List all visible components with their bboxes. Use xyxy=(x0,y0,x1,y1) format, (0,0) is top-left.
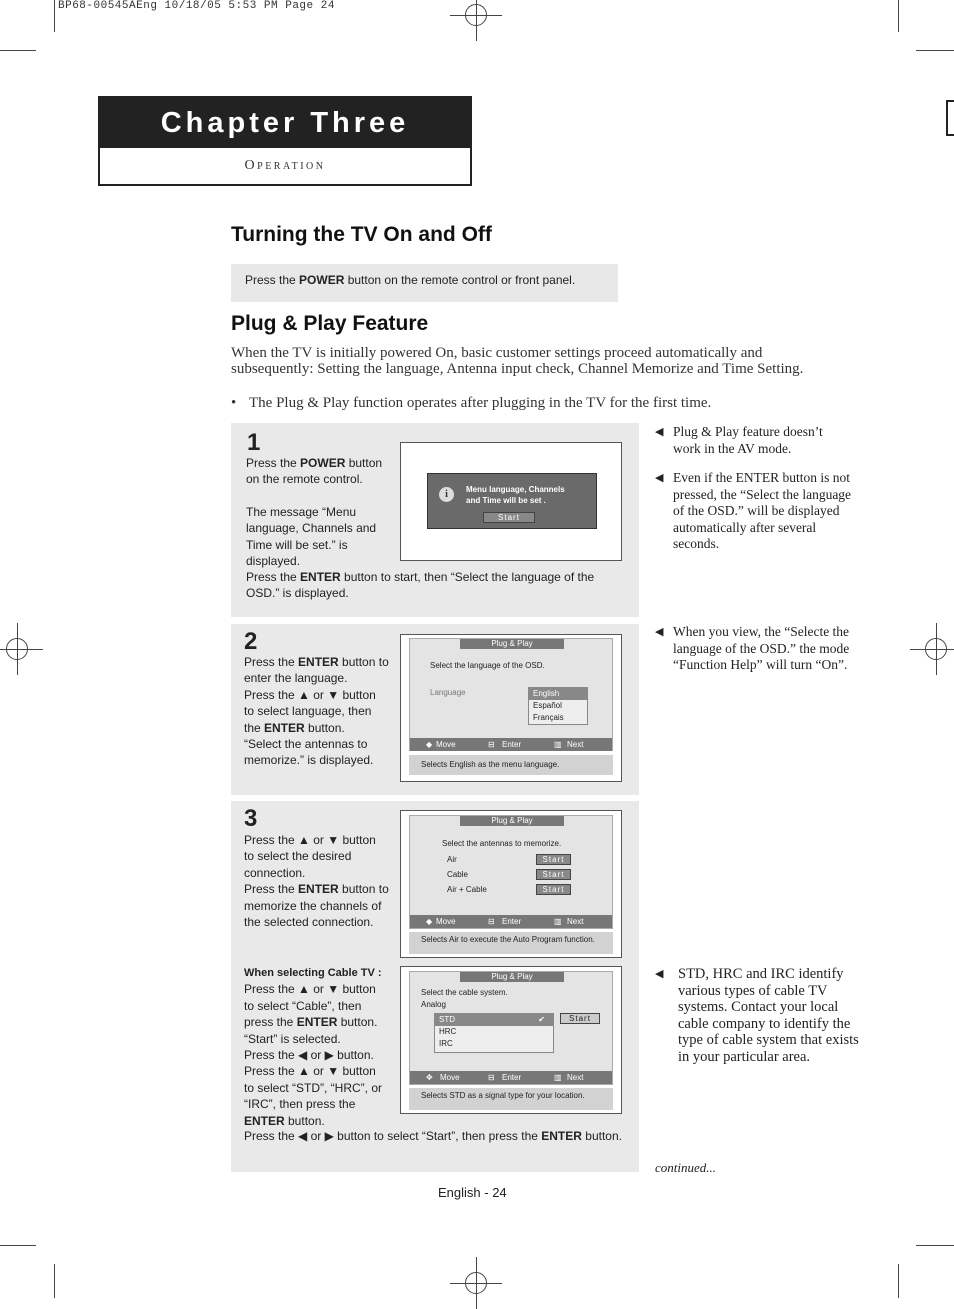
crop-mark xyxy=(0,50,36,51)
crop-mark xyxy=(54,1264,55,1298)
crop-mark xyxy=(898,1264,899,1298)
option-std-label: STD xyxy=(439,1015,455,1024)
chapter-header xyxy=(98,96,472,186)
move-label: Move xyxy=(436,917,456,926)
move-icon: ◆ xyxy=(426,917,433,926)
enter-icon: ⊟ xyxy=(488,1073,495,1082)
chapter-title: Chapter Three xyxy=(100,98,470,148)
start-cable-button[interactable]: Start xyxy=(536,869,571,880)
osd-help-text: Selects Air to execute the Auto Program function. xyxy=(409,932,613,954)
chapter-subtitle: Operation xyxy=(244,158,326,173)
text: Press the ▲ or ▼ button to select “STD”, “HRC”, or “IRC”, then press the xyxy=(244,1064,383,1112)
step-3-text xyxy=(244,832,389,930)
tv-screen xyxy=(400,966,622,1114)
side-note-text: When you view, the “Selecte the language of the OSD.” the mode “Function Help” will turn “On”. xyxy=(673,624,850,672)
cable-final-step xyxy=(244,1128,636,1144)
text-bold: ENTER xyxy=(296,1015,338,1030)
note-text: Press the xyxy=(245,273,300,287)
side-note-4 xyxy=(655,966,860,1065)
crop-mark xyxy=(898,0,899,32)
registration-mark xyxy=(6,638,28,660)
side-note-2 xyxy=(655,470,853,553)
osd-help-text: Selects STD as a signal type for your location. xyxy=(409,1088,613,1110)
enter-label: Enter xyxy=(502,1073,522,1082)
osd-sub: Analog xyxy=(421,1000,446,1009)
section-heading-plug-play: Plug & Play Feature xyxy=(231,312,429,335)
step-2-text xyxy=(244,654,389,769)
text: button on the remote control. xyxy=(246,456,383,487)
text-bold: ENTER xyxy=(298,655,339,669)
osd-message-box xyxy=(427,473,597,529)
triangle-left-icon: ◀ xyxy=(655,426,664,438)
tv-screen xyxy=(400,442,622,561)
text-bold: ENTER xyxy=(298,882,339,897)
option-francais[interactable]: Français xyxy=(533,713,564,722)
text: Press the xyxy=(246,456,301,470)
enter-icon: ⊟ xyxy=(488,917,495,926)
start-button[interactable]: Start xyxy=(483,512,535,523)
cable-system-list[interactable] xyxy=(434,1013,554,1053)
option-espanol[interactable]: Español xyxy=(533,701,562,710)
tv-screen xyxy=(400,634,622,782)
osd-nav-bar xyxy=(410,915,612,928)
crop-mark xyxy=(916,1245,954,1246)
section-heading-power: Turning the TV On and Off xyxy=(231,223,492,246)
step-1-text-c xyxy=(246,569,626,602)
option-irc[interactable]: IRC xyxy=(439,1039,453,1048)
osd-prompt: Select the language of the OSD. xyxy=(430,661,545,670)
move-label: Move xyxy=(440,1073,460,1082)
osd-message xyxy=(466,484,565,506)
text: Press the xyxy=(244,882,299,897)
row-air-label: Air xyxy=(447,855,457,864)
text: Press the xyxy=(246,570,301,584)
side-note-text: STD, HRC and IRC identify various types of cable TV systems. Contact your local cable company to identify the type of cable system that exists in your particular area. xyxy=(678,966,859,1065)
registration-mark xyxy=(925,638,947,660)
side-note-3 xyxy=(655,624,858,674)
crop-mark xyxy=(916,50,954,51)
text: button to enter the language. xyxy=(244,655,389,686)
move-label: Move xyxy=(436,740,456,749)
text-bold: ENTER xyxy=(264,720,305,735)
text: button to start, then “Select the language of the OSD.” is displayed. xyxy=(246,570,595,601)
text: Press the ▲ or ▼ button to select the desired connection. xyxy=(244,833,376,880)
bullet-dot: • xyxy=(231,395,237,411)
text: Press the ◀ or ▶ button. xyxy=(244,1048,374,1063)
step-2-panel xyxy=(231,624,639,795)
osd-prompt: Select the antennas to memorize. xyxy=(442,839,562,848)
text: button. xyxy=(581,1129,622,1143)
text: Press the ▲ or ▼ button to select “Cable”, then press the xyxy=(244,982,376,1030)
option-hrc[interactable]: HRC xyxy=(439,1027,457,1036)
step-3-panel xyxy=(231,801,639,1172)
step-1-text-b: The message “Menu language, Channels and Time will be set.” is displayed. xyxy=(246,505,377,569)
osd-message-line: Menu language, Channels xyxy=(466,485,565,494)
step-number: 2 xyxy=(244,628,258,655)
triangle-left-icon: ◀ xyxy=(655,626,664,638)
cable-heading: When selecting Cable TV : xyxy=(244,967,382,979)
next-label: Next xyxy=(567,1073,584,1082)
osd-title: Plug & Play xyxy=(460,816,564,826)
continued-label: continued... xyxy=(655,1160,717,1175)
menu-icon: ▥ xyxy=(554,1073,562,1082)
cable-instructions xyxy=(244,964,389,1129)
bullet-text: The Plug & Play function operates after plugging in the TV for the first time. xyxy=(249,395,712,411)
check-icon: ✔ xyxy=(538,1015,545,1024)
side-note-text: Even if the ENTER button is not pressed, the “Select the language of the OSD.” will be displayed automatically after several seconds. xyxy=(673,470,852,551)
crop-mark xyxy=(54,0,55,32)
menu-icon: ▥ xyxy=(554,740,562,749)
step-number: 1 xyxy=(247,429,261,456)
registration-mark xyxy=(465,1272,487,1294)
info-icon: i xyxy=(439,487,454,502)
osd-title: Plug & Play xyxy=(460,972,564,982)
osd-title: Plug & Play xyxy=(460,639,564,649)
note-bold: POWER xyxy=(299,273,345,287)
start-air-button[interactable]: Start xyxy=(536,854,571,865)
triangle-left-icon: ◀ xyxy=(655,472,664,484)
text: button to memorize the channels of the selected connection. xyxy=(244,882,389,930)
side-note-text: Plug & Play feature doesn’t work in the AV mode. xyxy=(673,424,823,456)
intro-paragraph: When the TV is initially powered On, basic customer settings proceed automatically and subsequently: Setting the language, Antenna input check, Channel Memorize and Time Setting. xyxy=(231,345,804,377)
osd-label: Language xyxy=(430,688,466,697)
crop-mark xyxy=(0,1245,36,1246)
step-1-text-a xyxy=(246,455,396,488)
osd-nav-bar xyxy=(410,738,612,751)
thumb-tab xyxy=(946,100,954,136)
text: button. xyxy=(304,720,345,735)
power-note xyxy=(231,264,618,302)
text: Press the xyxy=(244,655,299,669)
option-std[interactable] xyxy=(435,1014,553,1026)
osd-help-text: Selects English as the menu language. xyxy=(409,755,613,775)
osd-nav-bar xyxy=(410,1071,612,1084)
print-header: BP68-00545AEng 10/18/05 5:53 PM Page 24 xyxy=(58,0,335,12)
start-air-cable-button[interactable]: Start xyxy=(536,884,571,895)
text-bold: ENTER xyxy=(300,570,341,584)
enter-label: Enter xyxy=(502,740,522,749)
triangle-left-icon: ◀ xyxy=(655,968,664,980)
step-number: 3 xyxy=(244,805,258,832)
page-footer: English - 24 xyxy=(438,1185,507,1200)
text: button. xyxy=(284,1113,325,1128)
osd-menu xyxy=(409,971,613,1085)
enter-icon: ⊟ xyxy=(488,740,495,749)
text: button. xyxy=(337,1015,378,1030)
option-english[interactable]: English xyxy=(529,688,587,700)
text-bold: ENTER xyxy=(541,1129,582,1143)
text: “Start” is selected. xyxy=(244,1031,341,1046)
text: “Select the antennas to memorize.” is displayed. xyxy=(244,737,374,768)
move-icon: ✥ xyxy=(426,1073,433,1082)
osd-message-line: and Time will be set . xyxy=(466,496,546,505)
side-note-1 xyxy=(655,424,848,457)
next-label: Next xyxy=(567,917,584,926)
note-text: button on the remote control or front panel. xyxy=(344,273,576,287)
osd-menu xyxy=(409,815,613,929)
text: Press the ◀ or ▶ button to select “Start”, then press the xyxy=(244,1129,542,1143)
enter-label: Enter xyxy=(502,917,522,926)
text-bold: ENTER xyxy=(244,1113,285,1128)
next-label: Next xyxy=(567,740,584,749)
step-1-panel xyxy=(231,423,639,617)
text: Press the ▲ or ▼ button to select language, then the xyxy=(244,687,376,735)
registration-mark xyxy=(465,4,487,26)
menu-icon: ▥ xyxy=(554,917,562,926)
tv-screen xyxy=(400,810,622,958)
move-icon: ◆ xyxy=(426,740,433,749)
text-bold: POWER xyxy=(300,456,346,470)
row-cable-label: Cable xyxy=(447,870,468,879)
start-button[interactable]: Start xyxy=(560,1013,600,1024)
osd-prompt: Select the cable system. xyxy=(421,988,508,997)
language-list[interactable] xyxy=(528,687,588,725)
osd-menu xyxy=(409,638,613,751)
row-air-cable-label: Air + Cable xyxy=(447,885,487,894)
intro-bullet xyxy=(231,395,831,412)
